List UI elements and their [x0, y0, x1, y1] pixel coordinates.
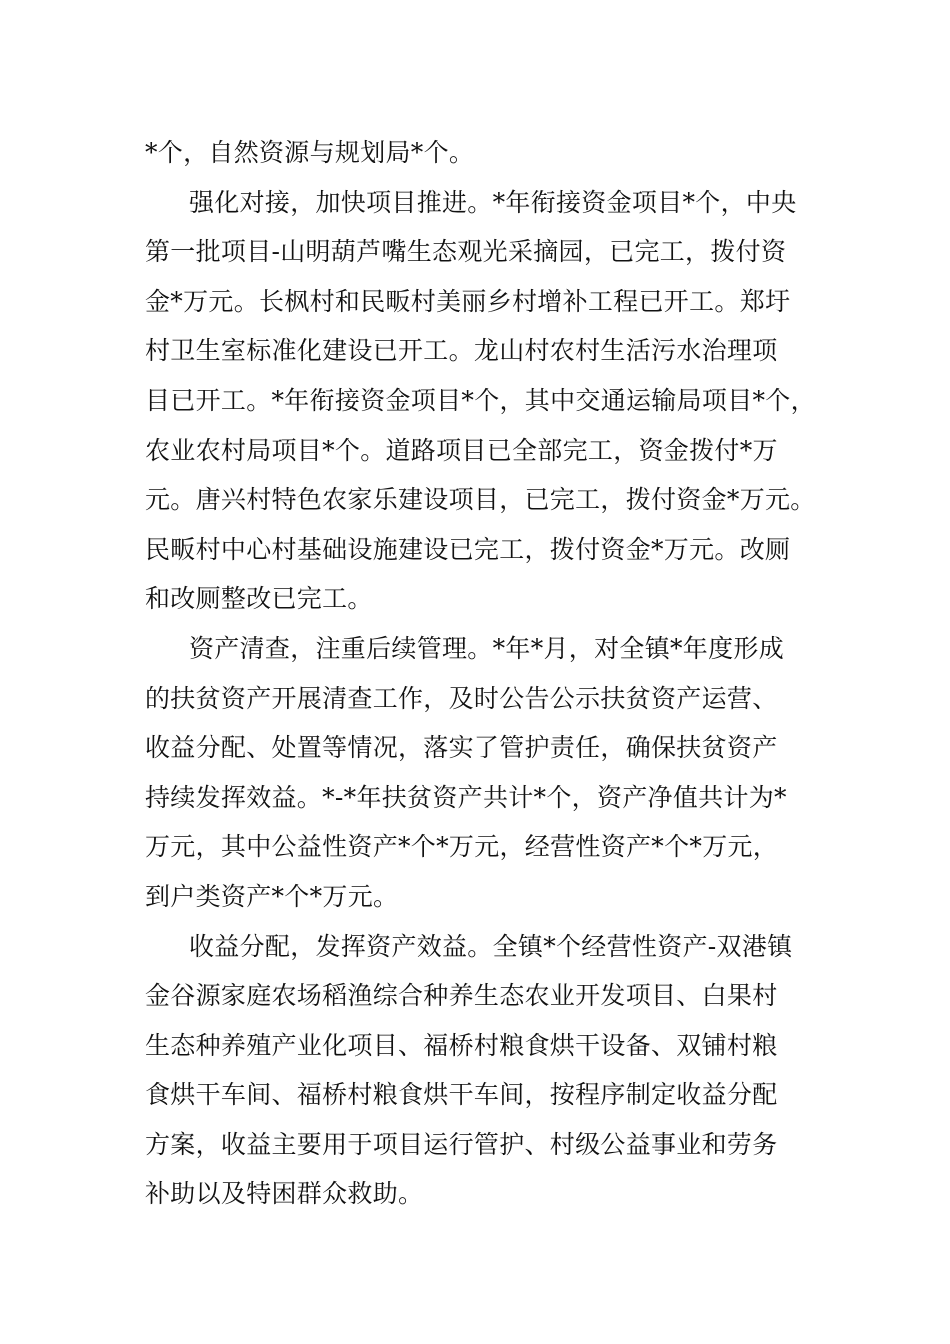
paragraph-start-line: 资产清查，注重后续管理。*年*月，对全镇*年度形成	[189, 633, 785, 663]
text-line-8: 元。唐兴村特色农家乐建设项目，已完工，拨付资金*万元。	[145, 485, 816, 515]
text-line-10: 和改厕整改已完工。	[145, 584, 373, 614]
text-line-21: 方案，收益主要用于项目运行管护、村级公益事业和劳务	[145, 1129, 778, 1159]
text-line-7: 农业农村局项目*个。道路项目已全部完工，资金拨付*万	[145, 435, 778, 465]
text-line-19: 生态种养殖产业化项目、福桥村粮食烘干设备、双铺村粮	[145, 1030, 778, 1060]
text-line-4: 金*万元。长枫村和民畈村美丽乡村增补工程已开工。郑圩	[145, 286, 791, 316]
text-line-18: 金谷源家庭农场稻渔综合种养生态农业开发项目、白果村	[145, 981, 778, 1011]
text-line-3: 第一批项目-山明葫芦嘴生态观光采摘园，已完工，拨付资	[145, 237, 787, 267]
paragraph-start-line: 收益分配，发挥资产效益。全镇*个经营性资产-双港镇	[189, 931, 793, 961]
text-line-1: *个，自然资源与规划局*个。	[145, 138, 475, 167]
document-body	[145, 128, 825, 1219]
text-line-6: 目已开工。*年衔接资金项目*个，其中交通运输局项目*个，	[145, 385, 816, 415]
text-line-9: 民畈村中心村基础设施建设已完工，拨付资金*万元。改厕	[145, 534, 791, 564]
text-line-5: 村卫生室标准化建设已开工。龙山村农村生活污水治理项	[145, 336, 778, 366]
text-line-13: 收益分配、处置等情况，落实了管护责任，确保扶贫资产	[145, 733, 778, 763]
text-line-12: 的扶贫资产开展清查工作，及时公告公示扶贫资产运营、	[145, 683, 778, 713]
paragraph-start-line: 强化对接，加快项目推进。*年衔接资金项目*个，中央	[189, 187, 797, 217]
text-line-14: 持续发挥效益。*-*年扶贫资产共计*个，资产净值共计为*	[145, 782, 787, 812]
text-line-20: 食烘干车间、福桥村粮食烘干车间，按程序制定收益分配	[145, 1080, 778, 1110]
text-line-22: 补助以及特困群众救助。	[145, 1179, 424, 1209]
text-line-15: 万元，其中公益性资产*个*万元，经营性资产*个*万元，	[145, 832, 779, 862]
text-line-16: 到户类资产*个*万元。	[145, 881, 399, 911]
